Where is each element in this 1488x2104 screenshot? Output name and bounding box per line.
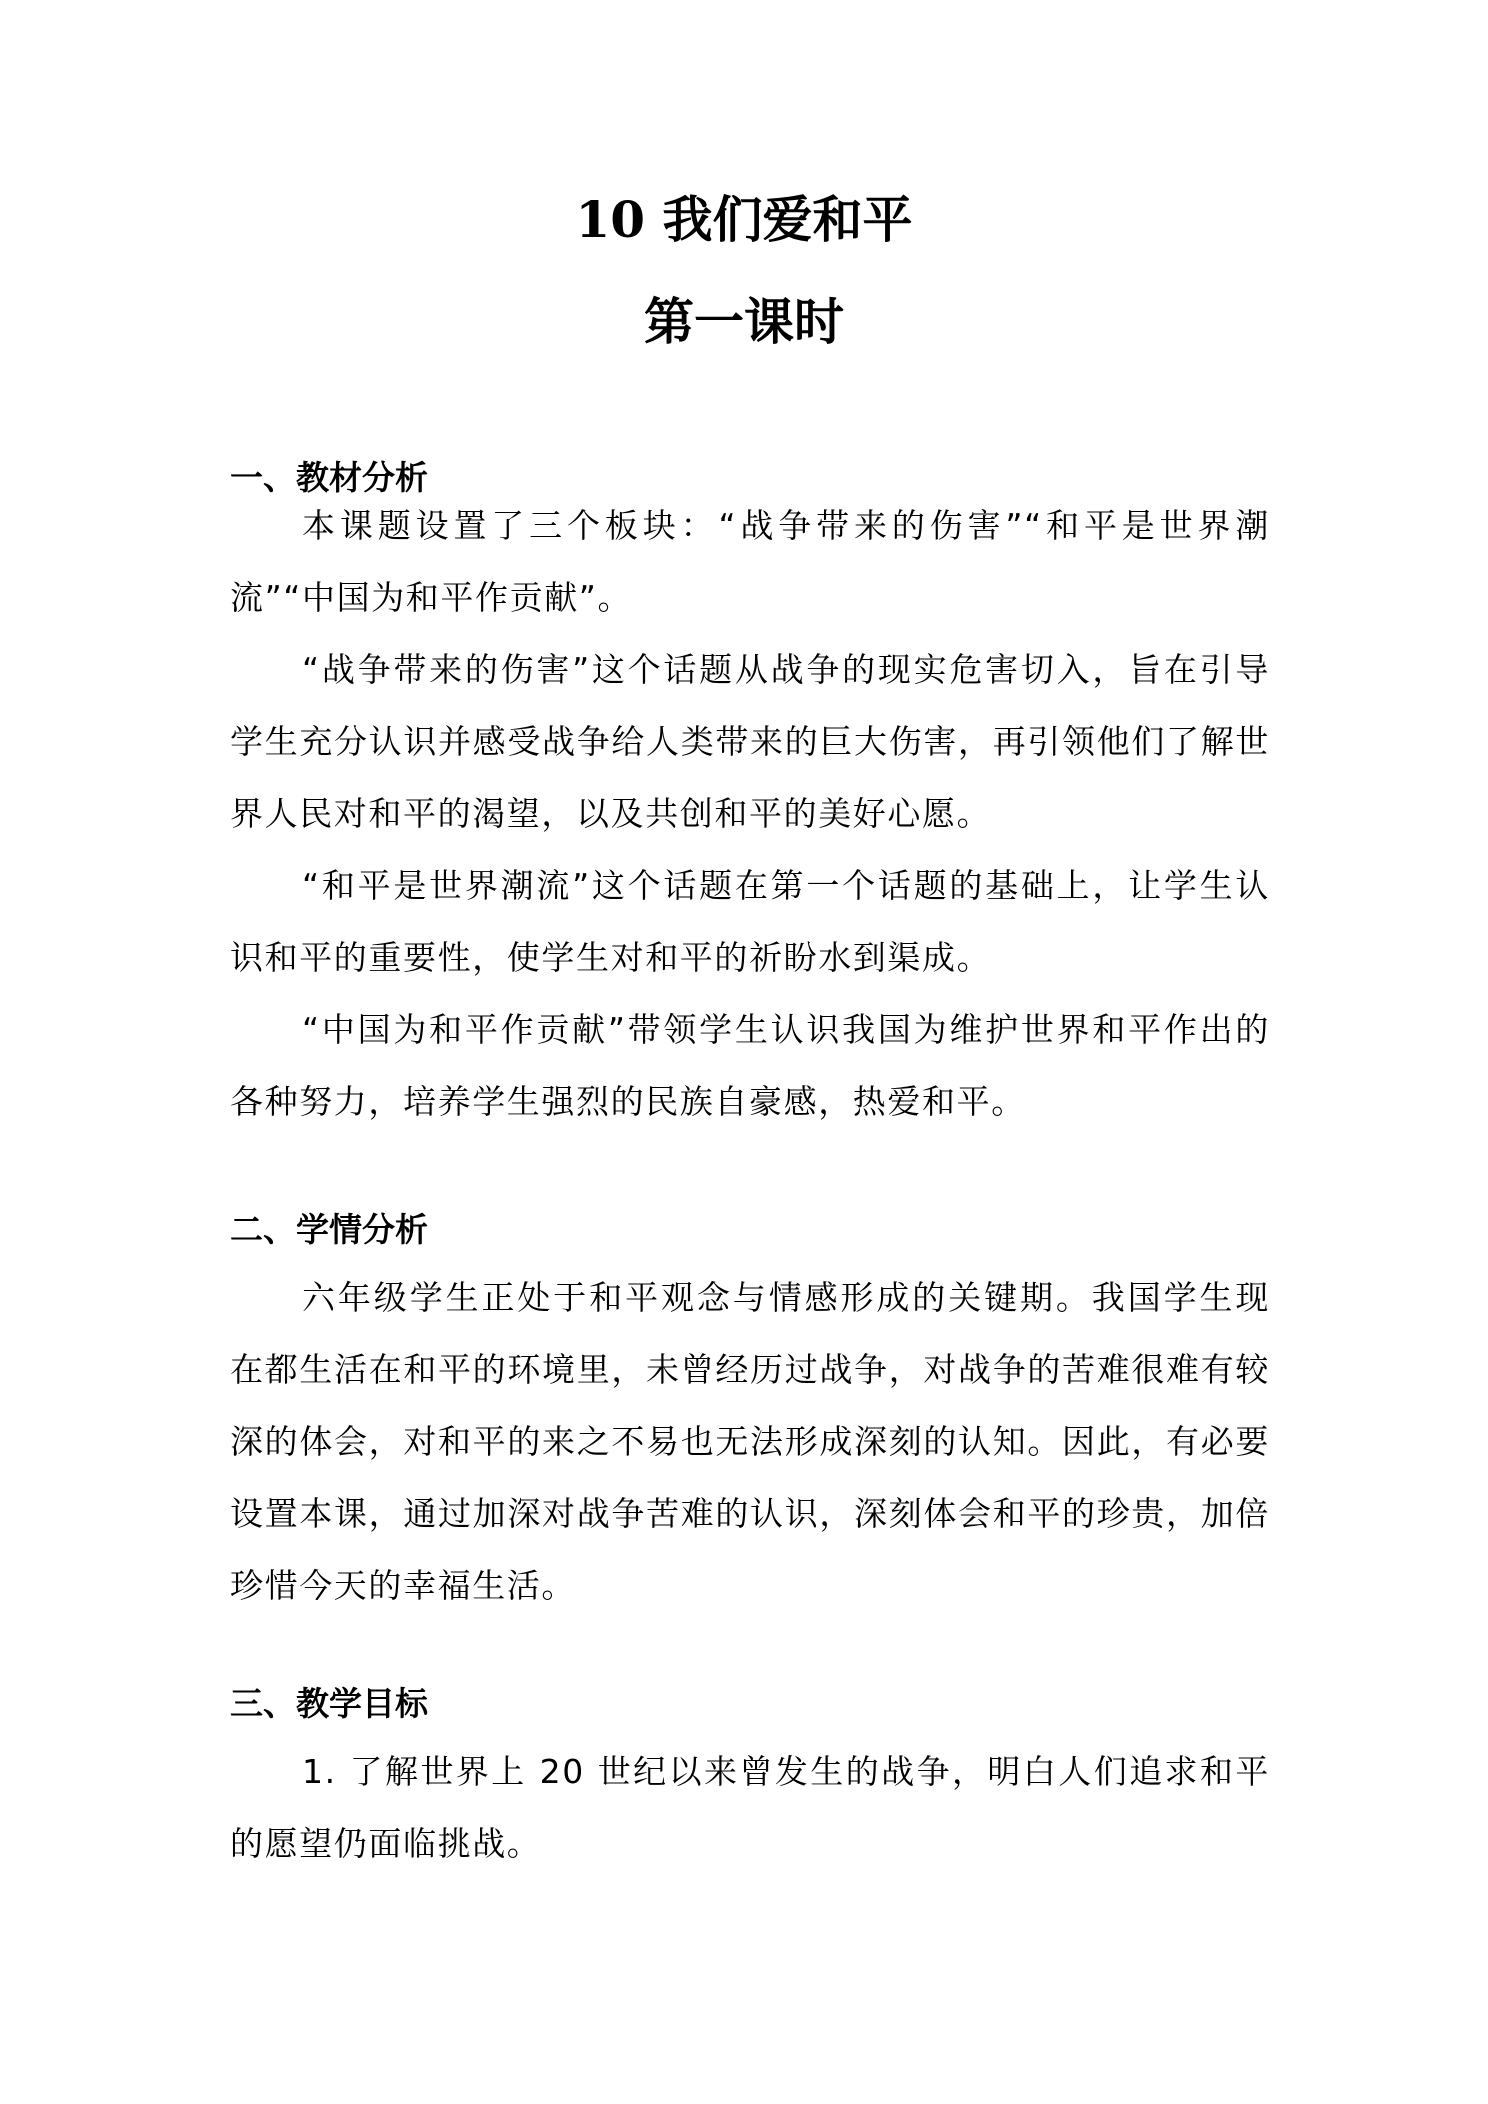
paragraph-teaching-goal-1: 1. 了解世界上 20 世纪以来曾发生的战争，明白人们追求和平的愿望仍面临挑战。	[230, 1752, 1270, 1863]
paragraph-textbook-overview: 本课题设置了三个板块：“战争带来的伤害”“和平是世界潮流”“中国为和平作贡献”。	[230, 506, 1270, 617]
section-heading-teaching-goals: 三、教学目标	[230, 1684, 428, 1723]
paragraph-student-analysis: 六年级学生正处于和平观念与情感形成的关键期。我国学生现在都生活在和平的环境里，未曾经历过战争，对战争的苦难很难有较深的体会，对和平的来之不易也无法形成深刻的认知。因此，有必要设置本课，通过加深对战争苦难的认识，深刻体会和平的珍贵，加倍珍惜今天的幸福生活。	[230, 1278, 1270, 1605]
paragraph-topic-peace-trend: “和平是世界潮流”这个话题在第一个话题的基础上，让学生认识和平的重要性，使学生对和平的祈盼水到渠成。	[230, 866, 1270, 977]
section-heading-textbook-analysis: 一、教材分析	[230, 458, 428, 497]
document-subtitle: 第一课时	[644, 292, 844, 351]
section-heading-student-analysis: 二、学情分析	[230, 1210, 428, 1249]
paragraph-topic-war-harm: “战争带来的伤害”这个话题从战争的现实危害切入，旨在引导学生充分认识并感受战争给人类带来的巨大伤害，再引领他们了解世界人民对和平的渴望，以及共创和平的美好心愿。	[230, 650, 1270, 833]
document-title: 10 我们爱和平	[575, 190, 913, 249]
paragraph-topic-china-contribution: “中国为和平作贡献”带领学生认识我国为维护世界和平作出的各种努力，培养学生强烈的民族自豪感，热爱和平。	[230, 1010, 1270, 1121]
